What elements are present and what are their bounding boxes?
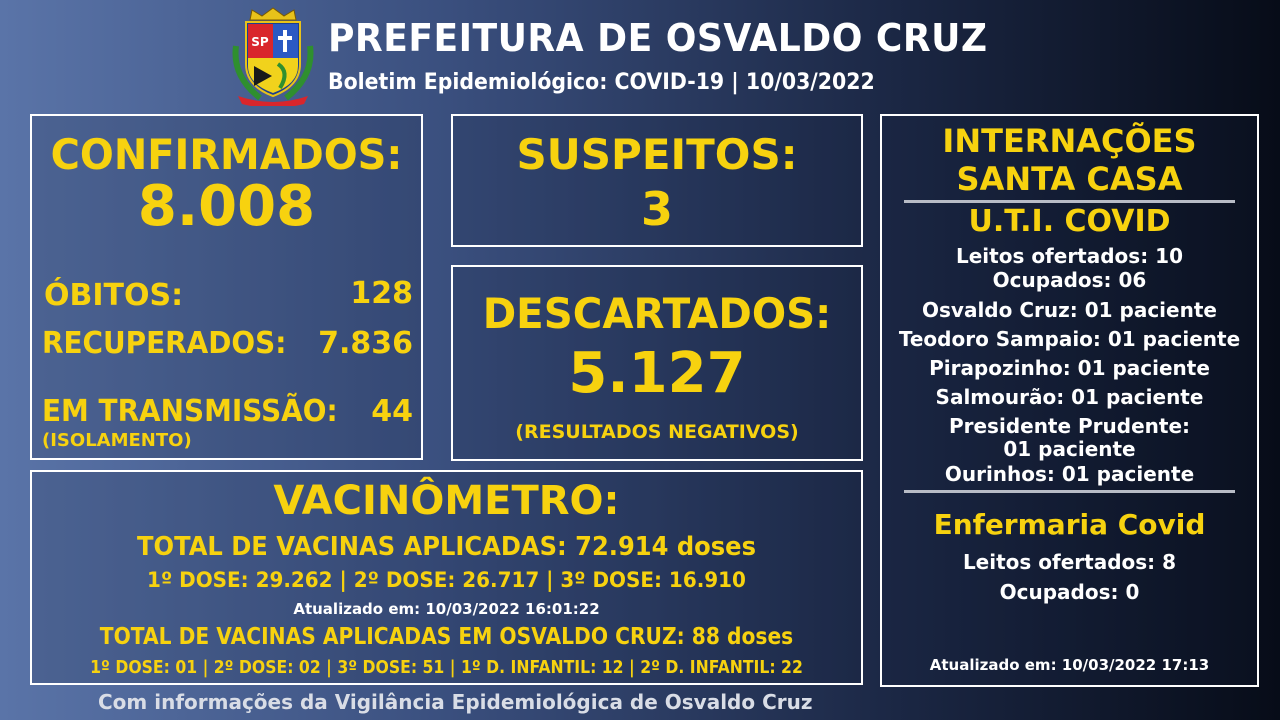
svg-text:SP: SP [251, 35, 269, 49]
divider [904, 200, 1235, 203]
suspects-panel [451, 114, 863, 247]
ward-title: Enfermaria Covid [933, 508, 1206, 541]
confirmed-panel [30, 114, 423, 460]
header [230, 4, 1030, 108]
transmission-note: (ISOLAMENTO) [42, 430, 192, 451]
recovered-value: 7.836 [318, 326, 413, 361]
patient-item: Teodoro Sampaio: 01 paciente [898, 327, 1241, 351]
ward-beds: Leitos ofertados: 8 [962, 550, 1177, 574]
vaccine-city-doses: 1º DOSE: 01 | 2º DOSE: 02 | 3º DOSE: 51 | 1º D. INFANTIL: 12 | 2º D. INFANTIL: 22 [90, 657, 803, 678]
patient-item: Presidente Prudente: [948, 414, 1191, 438]
page-title: PREFEITURA DE OSVALDO CRUZ [328, 16, 988, 60]
discarded-note: (RESULTADOS NEGATIVOS) [515, 421, 799, 443]
vaccine-title: VACINÔMETRO: [273, 478, 620, 524]
patient-item: Pirapozinho: 01 paciente [929, 356, 1210, 380]
patient-item: Salmourão: 01 paciente [935, 385, 1204, 409]
divider [904, 490, 1235, 493]
city-crest-icon [230, 6, 316, 106]
suspects-label: SUSPEITOS: [516, 130, 798, 179]
hospital-title-line1: INTERNAÇÕES [942, 122, 1197, 160]
discarded-panel [451, 265, 863, 461]
icu-beds: Leitos ofertados: 10 [955, 244, 1183, 268]
deaths-label: ÓBITOS: [44, 278, 184, 313]
hospital-panel [880, 114, 1259, 687]
vaccine-total: TOTAL DE VACINAS APLICADAS: 72.914 doses [137, 532, 756, 562]
vaccine-city-total: TOTAL DE VACINAS APLICADAS EM OSVALDO CRUZ: 88 doses [99, 624, 794, 650]
suspects-value: 3 [640, 182, 673, 236]
vaccine-updated: Atualizado em: 10/03/2022 16:01:22 [293, 600, 600, 618]
icu-occupied: Ocupados: 06 [992, 268, 1147, 292]
confirmed-label: CONFIRMADOS: [50, 130, 403, 179]
page-subtitle: Boletim Epidemiológico: COVID-19 | 10/03/2022 [328, 70, 875, 95]
recovered-label: RECUPERADOS: [42, 326, 287, 361]
discarded-value: 5.127 [568, 341, 746, 406]
footer-source: Com informações da Vigilância Epidemiológica de Osvaldo Cruz [98, 690, 813, 714]
icu-title: U.T.I. COVID [968, 204, 1171, 239]
hospital-title-line2: SANTA CASA [956, 160, 1183, 198]
patient-item: Osvaldo Cruz: 01 paciente [922, 298, 1217, 322]
transmission-value: 44 [371, 394, 413, 429]
patient-item: Ourinhos: 01 paciente [944, 462, 1195, 486]
vaccine-doses: 1º DOSE: 29.262 | 2º DOSE: 26.717 | 3º DOSE: 16.910 [147, 568, 746, 592]
discarded-label: DESCARTADOS: [482, 289, 832, 338]
transmission-label: EM TRANSMISSÃO: [42, 394, 338, 429]
patient-item: 01 paciente [1003, 437, 1136, 461]
deaths-value: 128 [350, 276, 413, 311]
confirmed-value: 8.008 [137, 174, 316, 239]
vaccine-panel [30, 470, 863, 685]
ward-occupied: Ocupados: 0 [999, 580, 1140, 604]
hospital-updated: Atualizado em: 10/03/2022 17:13 [929, 656, 1210, 674]
